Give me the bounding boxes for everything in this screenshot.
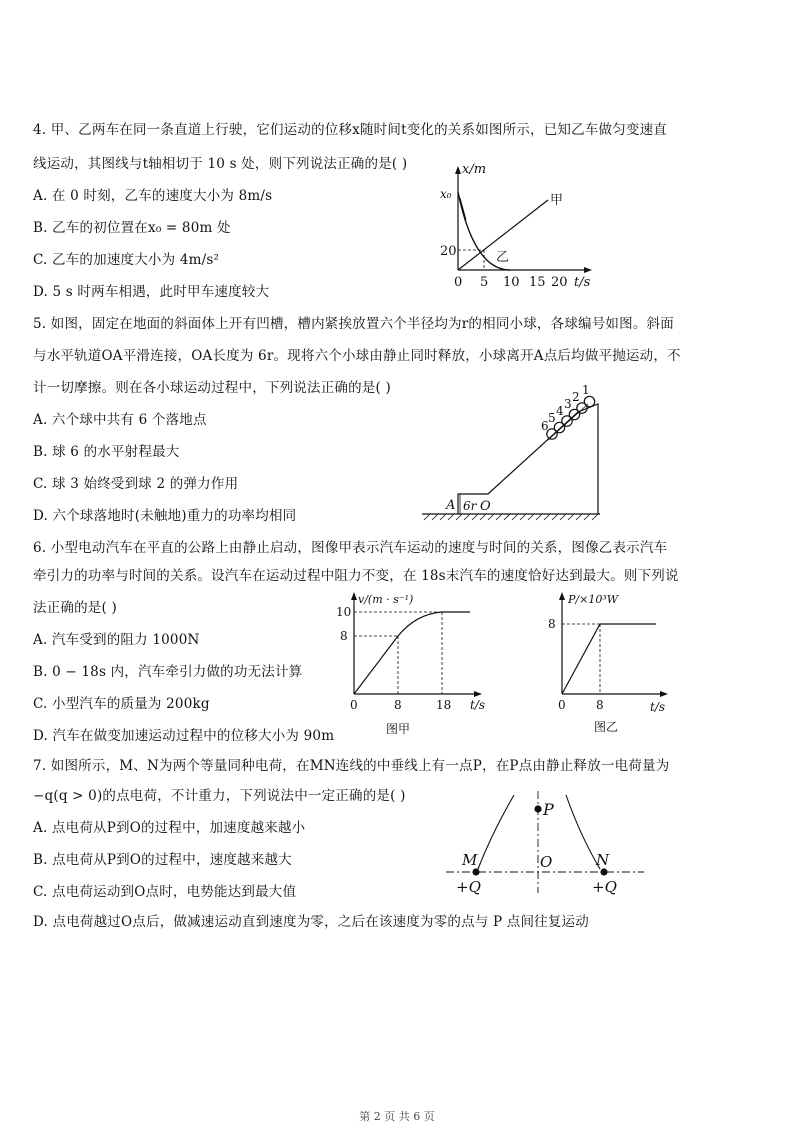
q5-stem-line2: 与水平轨道OA平滑连接，OA长度为 6r。现将六个小球由静止同时释放，小球离开A点后均做平抛运动，不 <box>33 348 681 364</box>
q6-jia-x-tick-18: 18 <box>436 698 452 712</box>
q6-option-c: C. 小型汽车的质量为 200kg <box>33 696 210 712</box>
q5-option-d: D. 六个球落地时(未触地)重力的功率均相同 <box>33 508 297 524</box>
q6-yi-x-tick-8: 8 <box>596 698 604 712</box>
q5-ball-1: 1 <box>582 383 590 397</box>
q7-label-O: O <box>540 853 553 871</box>
q4-option-a: A. 在 0 时刻，乙车的速度大小为 8m/s <box>33 188 273 204</box>
q4-label-jia: 甲 <box>550 193 564 208</box>
q5-slope-figure <box>420 382 605 524</box>
q5-ball-4: 4 <box>556 404 564 418</box>
q7-charges-figure <box>440 785 650 900</box>
q5-ball-3: 3 <box>564 397 572 411</box>
q7-charge-M: +Q <box>456 878 481 896</box>
q5-option-a: A. 六个球中共有 6 个落地点 <box>33 412 207 428</box>
q5-ball-5: 5 <box>548 411 556 425</box>
q6-jia-caption: 图甲 <box>386 722 411 736</box>
q4-xt-graph <box>438 160 598 295</box>
q5-ball-2: 2 <box>572 390 580 404</box>
q7-label-N: N <box>596 851 610 869</box>
q6-yi-x-tick-0: 0 <box>558 698 566 712</box>
q5-label-6r: 6r <box>463 499 477 513</box>
q6-yi-caption: 图乙 <box>594 720 619 734</box>
q5-stem-line1: 5. 如图，固定在地面的斜面体上开有凹槽，槽内紧挨放置六个半径均为r的相同小球，各球编号如图。斜面 <box>33 316 674 332</box>
q4-label-yi: 乙 <box>496 250 510 265</box>
q6-stem-line2: 牵引力的功率与时间的关系。设汽车在运动过程中阻力不变，在 18s末汽车的速度恰好达到最大。则下列说 <box>33 568 679 584</box>
q5-label-O: O <box>480 499 491 514</box>
q4-stem-line1: 4. 甲、乙两车在同一条直道上行驶，它们运动的位移x随时间t变化的关系如图所示，已知乙车做匀变速直 <box>33 122 668 138</box>
q7-stem-line2: −q(q > 0)的点电荷，不计重力，下列说法中一定正确的是( ) <box>33 788 406 804</box>
q5-option-c: C. 球 3 始终受到球 2 的弹力作用 <box>33 476 239 492</box>
q7-option-d: D. 点电荷越过O点后，做减速运动直到速度为零，之后在该速度为零的点与 P 点间往复运动 <box>33 914 589 930</box>
q6-option-b: B. 0 − 18s 内，汽车牵引力做的功无法计算 <box>33 664 303 680</box>
q6-yi-x-axis-label: t/s <box>650 700 666 714</box>
q4-option-c: C. 乙车的加速度大小为 4m/s² <box>33 252 220 268</box>
q4-y-axis-label: x/m <box>462 162 487 177</box>
q7-label-M: M <box>462 851 478 869</box>
q4-option-b: B. 乙车的初位置在x₀ = 80m 处 <box>33 220 231 236</box>
q4-y-tick-20: 20 <box>440 244 457 259</box>
q6-stem-line1: 6. 小型电动汽车在平直的公路上由静止启动，图像甲表示汽车运动的速度与时间的关系，图像乙表示汽车 <box>33 540 668 556</box>
q7-option-a: A. 点电荷从P到O的过程中，加速度越来越小 <box>33 820 306 836</box>
q4-option-d: D. 5 s 时两车相遇，此时甲车速度较大 <box>33 284 270 300</box>
q4-x-tick-5: 5 <box>480 275 489 290</box>
q6-pt-graph <box>542 590 682 740</box>
q5-option-b: B. 球 6 的水平射程最大 <box>33 444 180 460</box>
q6-jia-y-tick-8: 8 <box>340 629 348 643</box>
q4-x0-label: x₀ <box>440 187 452 201</box>
q4-x-tick-10: 10 <box>503 275 520 290</box>
q4-x-axis-label: t/s <box>574 275 591 290</box>
q5-stem-line3: 计一切摩擦。则在各小球运动过程中，下列说法正确的是( ) <box>33 380 391 396</box>
q7-label-P: P <box>543 800 554 819</box>
q6-option-a: A. 汽车受到的阻力 1000N <box>33 632 200 648</box>
q5-label-A: A <box>446 498 456 513</box>
q4-x-tick-0: 0 <box>454 275 463 290</box>
q4-stem-line2: 线运动，其图线与t轴相切于 10 s 处，则下列说法正确的是( ) <box>33 156 408 172</box>
q7-option-c: C. 点电荷运动到O点时，电势能达到最大值 <box>33 884 297 900</box>
q6-jia-x-axis-label: t/s <box>470 698 486 712</box>
q4-x-tick-20: 20 <box>551 275 568 290</box>
q4-x-tick-15: 15 <box>529 275 546 290</box>
q6-jia-x-tick-8: 8 <box>394 698 402 712</box>
q6-yi-y-axis-label: P/×10³W <box>568 593 619 606</box>
q6-yi-y-tick-8: 8 <box>548 617 556 631</box>
q6-option-d: D. 汽车在做变加速运动过程中的位移大小为 90m <box>33 728 335 744</box>
q7-charge-N: +Q <box>592 878 617 896</box>
page-footer: 第 2 页 共 6 页 <box>359 1110 435 1123</box>
q6-vt-graph <box>330 590 495 740</box>
q6-jia-y-tick-10: 10 <box>336 605 352 619</box>
q6-jia-x-tick-0: 0 <box>350 698 358 712</box>
q7-option-b: B. 点电荷从P到O的过程中，速度越来越大 <box>33 852 292 868</box>
q6-stem-line3: 法正确的是( ) <box>33 600 117 616</box>
q5-ball-6: 6 <box>541 419 549 433</box>
q7-stem-line1: 7. 如图所示，M、N为两个等量同种电荷，在MN连线的中垂线上有一点P，在P点由静止释放一电荷量为 <box>33 758 670 774</box>
q6-jia-y-axis-label: v/(m · s⁻¹) <box>358 593 414 606</box>
